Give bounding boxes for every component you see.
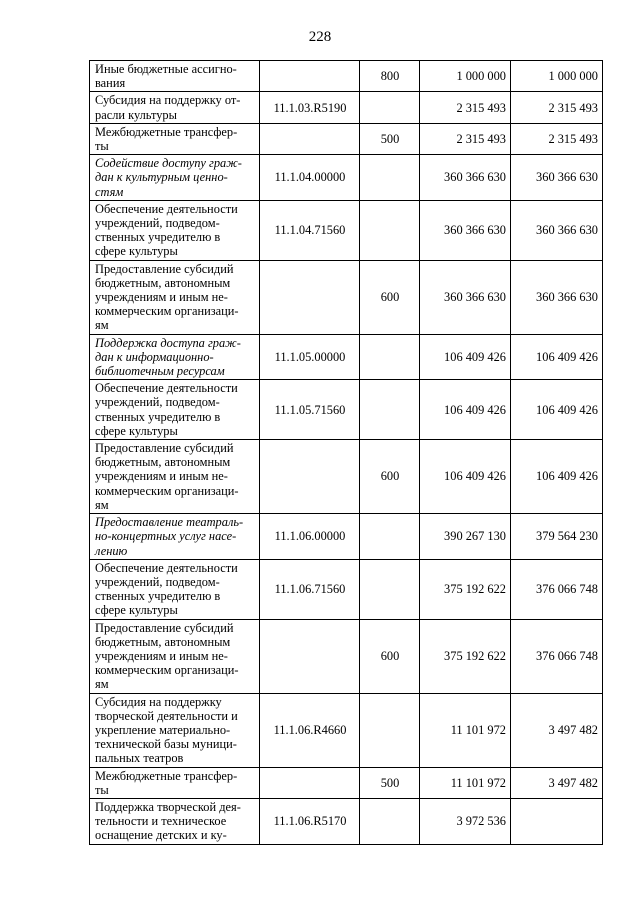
table-row [90,123,603,154]
row-expense-type-cell [360,155,420,201]
row-code-cell [260,61,360,92]
row-expense-type-cell [360,380,420,440]
table-row [90,798,603,844]
row-amount-year1-cell: 360 366 630 [420,260,511,334]
row-amount-year1-cell: 360 366 630 [420,155,511,201]
table-row [90,334,603,380]
row-name-cell: Поддержка творческой дея- тельности и техническое оснащение детских и ку- [90,798,260,844]
row-code-cell [260,260,360,334]
row-amount-year1-cell: 106 409 426 [420,334,511,380]
row-expense-type-cell [360,334,420,380]
table-row [90,380,603,440]
row-name-cell: Обеспечение деятельности учреждений, подведом- ственных учредителю в сфере культуры [90,380,260,440]
row-name-cell: Межбюджетные трансфер- ты [90,767,260,798]
row-name-cell: Обеспечение деятельности учреждений, подведом- ственных учредителю в сфере культуры [90,200,260,260]
table-row [90,693,603,767]
row-code-cell [260,123,360,154]
table-row [90,200,603,260]
row-expense-type-cell [360,92,420,123]
row-amount-year1-cell: 360 366 630 [420,200,511,260]
row-amount-year2-cell: 2 315 493 [511,92,603,123]
row-amount-year1-cell: 11 101 972 [420,767,511,798]
row-name-cell: Субсидия на поддержку от- расли культуры [90,92,260,123]
row-name-cell: Обеспечение деятельности учреждений, подведом- ственных учредителю в сфере культуры [90,559,260,619]
row-amount-year2-cell: 106 409 426 [511,380,603,440]
row-amount-year1-cell: 106 409 426 [420,380,511,440]
row-code-cell: 11.1.05.71560 [260,380,360,440]
table-row [90,61,603,92]
table-row [90,440,603,514]
row-amount-year2-cell: 376 066 748 [511,559,603,619]
row-amount-year2-cell: 360 366 630 [511,200,603,260]
row-name-cell: Предоставление субсидий бюджетным, автономным учреждениям и иным не- коммерческим организаци- ям [90,260,260,334]
row-name-cell: Поддержка доступа граж- дан к информационно- библиотечным ресурсам [90,334,260,380]
table-row [90,619,603,693]
row-expense-type-cell: 800 [360,61,420,92]
table-row [90,514,603,560]
row-amount-year2-cell: 2 315 493 [511,123,603,154]
table-row [90,155,603,201]
row-name-cell: Предоставление субсидий бюджетным, автономным учреждениям и иным не- коммерческим организаци- ям [90,440,260,514]
row-code-cell: 11.1.04.71560 [260,200,360,260]
table-row [90,767,603,798]
row-code-cell: 11.1.05.00000 [260,334,360,380]
row-name-cell: Предоставление театраль- но-концертных услуг насе- лению [90,514,260,560]
row-name-cell: Межбюджетные трансфер- ты [90,123,260,154]
row-amount-year1-cell: 375 192 622 [420,559,511,619]
row-expense-type-cell: 600 [360,440,420,514]
row-amount-year1-cell: 106 409 426 [420,440,511,514]
row-expense-type-cell [360,559,420,619]
row-code-cell [260,767,360,798]
row-amount-year2-cell: 360 366 630 [511,260,603,334]
row-amount-year1-cell: 390 267 130 [420,514,511,560]
row-amount-year1-cell: 2 315 493 [420,92,511,123]
row-name-cell: Иные бюджетные ассигно- вания [90,61,260,92]
row-amount-year2-cell: 379 564 230 [511,514,603,560]
budget-table [89,60,603,845]
row-expense-type-cell: 500 [360,767,420,798]
row-expense-type-cell: 600 [360,619,420,693]
row-amount-year2-cell: 3 497 482 [511,693,603,767]
table-row [90,559,603,619]
page-number: 228 [308,29,332,45]
table-row [90,92,603,123]
row-code-cell: 11.1.06.00000 [260,514,360,560]
row-code-cell: 11.1.06.71560 [260,559,360,619]
row-amount-year1-cell: 3 972 536 [420,798,511,844]
row-code-cell: 11.1.06.R5170 [260,798,360,844]
row-amount-year2-cell: 106 409 426 [511,334,603,380]
row-amount-year2-cell [511,798,603,844]
row-expense-type-cell: 600 [360,260,420,334]
row-expense-type-cell [360,514,420,560]
table-row [90,260,603,334]
row-amount-year2-cell: 3 497 482 [511,767,603,798]
row-name-cell: Содействие доступу граж- дан к культурным ценно- стям [90,155,260,201]
row-expense-type-cell: 500 [360,123,420,154]
row-amount-year1-cell: 11 101 972 [420,693,511,767]
row-amount-year1-cell: 375 192 622 [420,619,511,693]
row-code-cell [260,440,360,514]
row-amount-year1-cell: 1 000 000 [420,61,511,92]
row-amount-year2-cell: 106 409 426 [511,440,603,514]
row-code-cell [260,619,360,693]
row-amount-year2-cell: 376 066 748 [511,619,603,693]
row-code-cell: 11.1.04.00000 [260,155,360,201]
row-expense-type-cell [360,798,420,844]
row-code-cell: 11.1.06.R4660 [260,693,360,767]
budget-table-body [90,61,603,845]
row-code-cell: 11.1.03.R5190 [260,92,360,123]
row-expense-type-cell [360,693,420,767]
row-expense-type-cell [360,200,420,260]
row-name-cell: Субсидия на поддержку творческой деятельности и укрепление материально- технической базы муници- пальных театров [90,693,260,767]
row-amount-year2-cell: 1 000 000 [511,61,603,92]
row-amount-year1-cell: 2 315 493 [420,123,511,154]
row-name-cell: Предоставление субсидий бюджетным, автономным учреждениям и иным не- коммерческим организаци- ям [90,619,260,693]
row-amount-year2-cell: 360 366 630 [511,155,603,201]
